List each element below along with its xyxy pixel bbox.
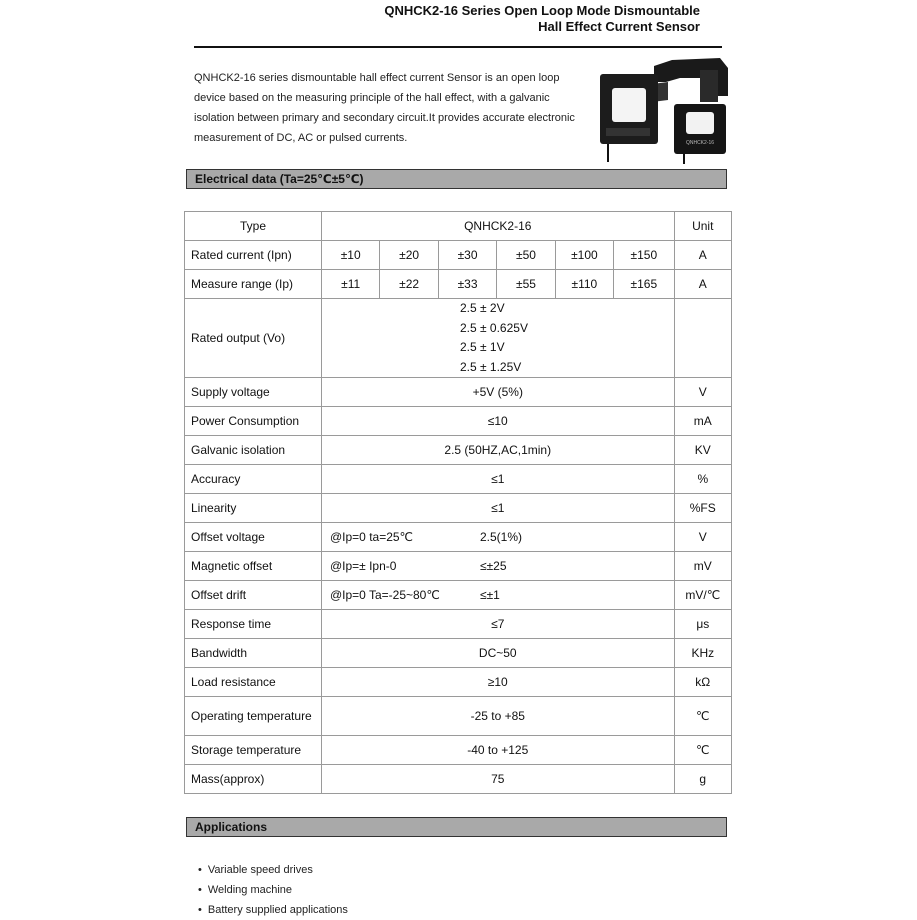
table-row (185, 610, 732, 639)
row-label: Galvanic isolation (185, 436, 322, 465)
intro-paragraph: QNHCK2-16 series dismountable hall effect current Sensor is an open loop device based on the measuring principle of the hall effect, with a galvanic isolation between primary and secondary circuit.It provides accurate electronic measurement of DC, AC or pulsed currents. (194, 72, 575, 144)
table-row (185, 552, 732, 581)
row-unit: %FS (674, 494, 731, 523)
table-row (185, 465, 732, 494)
measure-range-value: ±55 (497, 270, 555, 299)
table-row (185, 523, 732, 552)
table-row (185, 299, 732, 378)
table-row (185, 736, 732, 765)
row-value: ≤1 (321, 494, 674, 523)
sensor-label-text: QNHCK2-16 (685, 140, 715, 146)
row-value: ≥10 (321, 668, 674, 697)
table-row (185, 436, 732, 465)
applications-list (198, 860, 348, 920)
row-label: Mass(approx) (185, 765, 322, 794)
row-label: Operating temperature (185, 697, 322, 736)
row-label: Response time (185, 610, 322, 639)
rated-current-value: ±30 (438, 241, 496, 270)
row-unit: mA (674, 407, 731, 436)
applications-heading: Applications (186, 817, 727, 837)
title-line-2: Hall Effect Current Sensor (538, 19, 700, 34)
row-value: -40 to +125 (321, 736, 674, 765)
table-header-row (185, 212, 732, 241)
list-item: • Battery supplied applications (198, 900, 348, 920)
table-row (185, 378, 732, 407)
header-unit: Unit (674, 212, 731, 241)
list-item: • Variable speed drives (198, 860, 348, 880)
row-condition: @Ip=0 ta=25℃ (329, 530, 414, 544)
row-unit: V (674, 378, 731, 407)
row-unit: A (674, 270, 731, 299)
table-row (185, 668, 732, 697)
row-label: Measure range (Ip) (185, 270, 322, 299)
row-label: Accuracy (185, 465, 322, 494)
row-label: Offset drift (185, 581, 322, 610)
title-line-1: QNHCK2-16 Series Open Loop Mode Dismountable (384, 3, 700, 18)
row-unit: KV (674, 436, 731, 465)
rated-current-value: ±150 (614, 241, 674, 270)
electrical-data-heading: Electrical data (Ta=25℃±5℃) (186, 169, 727, 189)
row-unit: % (674, 465, 731, 494)
row-unit: ℃ (674, 697, 731, 736)
measure-range-value: ±33 (438, 270, 496, 299)
measure-range-value: ±165 (614, 270, 674, 299)
table-row (185, 639, 732, 668)
row-label: Linearity (185, 494, 322, 523)
rated-output-value: 2.5 ± 1V (459, 340, 505, 354)
table-row (185, 270, 732, 299)
offset-drift-cell (321, 581, 674, 610)
row-label: Rated output (Vo) (185, 299, 322, 378)
row-unit: A (674, 241, 731, 270)
rated-output-value: 2.5 ± 0.625V (459, 320, 528, 335)
table-row (185, 697, 732, 736)
row-label: Power Consumption (185, 407, 322, 436)
row-condition: @Ip=0 Ta=-25~80℃ (329, 588, 440, 602)
row-unit: mV (674, 552, 731, 581)
rated-current-value: ±100 (555, 241, 613, 270)
rated-output-value: 2.5 ± 1.25V (459, 359, 522, 374)
header-model: QNHCK2-16 (321, 212, 674, 241)
row-label: Bandwidth (185, 639, 322, 668)
row-value: ≤1 (321, 465, 674, 494)
row-unit: μs (674, 610, 731, 639)
table-row (185, 241, 732, 270)
row-label: Storage temperature (185, 736, 322, 765)
rated-current-value: ±50 (497, 241, 555, 270)
header-type: Type (185, 212, 322, 241)
row-value: ≤7 (321, 610, 674, 639)
rated-current-value: ±20 (380, 241, 438, 270)
row-label: Supply voltage (185, 378, 322, 407)
table-row (185, 765, 732, 794)
front-sensor-shape (674, 104, 726, 164)
measure-range-value: ±11 (321, 270, 379, 299)
row-value: ≤±25 (479, 559, 507, 573)
rated-output-value: 2.5 ± 2V (459, 301, 505, 315)
rated-current-value: ±10 (321, 241, 379, 270)
electrical-spec-table (184, 211, 732, 794)
row-label: Magnetic offset (185, 552, 322, 581)
table-row (185, 581, 732, 610)
offset-voltage-cell (321, 523, 674, 552)
table-row (185, 494, 732, 523)
row-value: 2.5 (50HZ,AC,1min) (321, 436, 674, 465)
magnetic-offset-cell (321, 552, 674, 581)
row-unit: mV/℃ (674, 581, 731, 610)
row-value: +5V (5%) (321, 378, 674, 407)
row-unit: g (674, 765, 731, 794)
row-value: 75 (321, 765, 674, 794)
document-title (384, 3, 700, 35)
row-value: ≤10 (321, 407, 674, 436)
row-label: Rated current (Ipn) (185, 241, 322, 270)
row-label: Load resistance (185, 668, 322, 697)
rated-output-values (321, 299, 674, 378)
row-value: ≤±1 (479, 588, 500, 602)
left-sensor-shape (600, 74, 658, 162)
row-unit: ℃ (674, 736, 731, 765)
row-unit: kΩ (674, 668, 731, 697)
open-sensor-shape (652, 58, 728, 102)
row-value: -25 to +85 (321, 697, 674, 736)
measure-range-value: ±22 (380, 270, 438, 299)
row-condition: @Ip=± Ipn-0 (329, 559, 397, 573)
row-unit (674, 299, 731, 378)
row-unit: KHz (674, 639, 731, 668)
current-sensor-image (592, 52, 732, 166)
row-value: 2.5(1%) (479, 530, 523, 544)
table-row (185, 407, 732, 436)
list-item: • Welding machine (198, 880, 348, 900)
row-unit: V (674, 523, 731, 552)
row-label: Offset voltage (185, 523, 322, 552)
row-value: DC~50 (321, 639, 674, 668)
measure-range-value: ±110 (555, 270, 613, 299)
title-divider (194, 46, 722, 48)
